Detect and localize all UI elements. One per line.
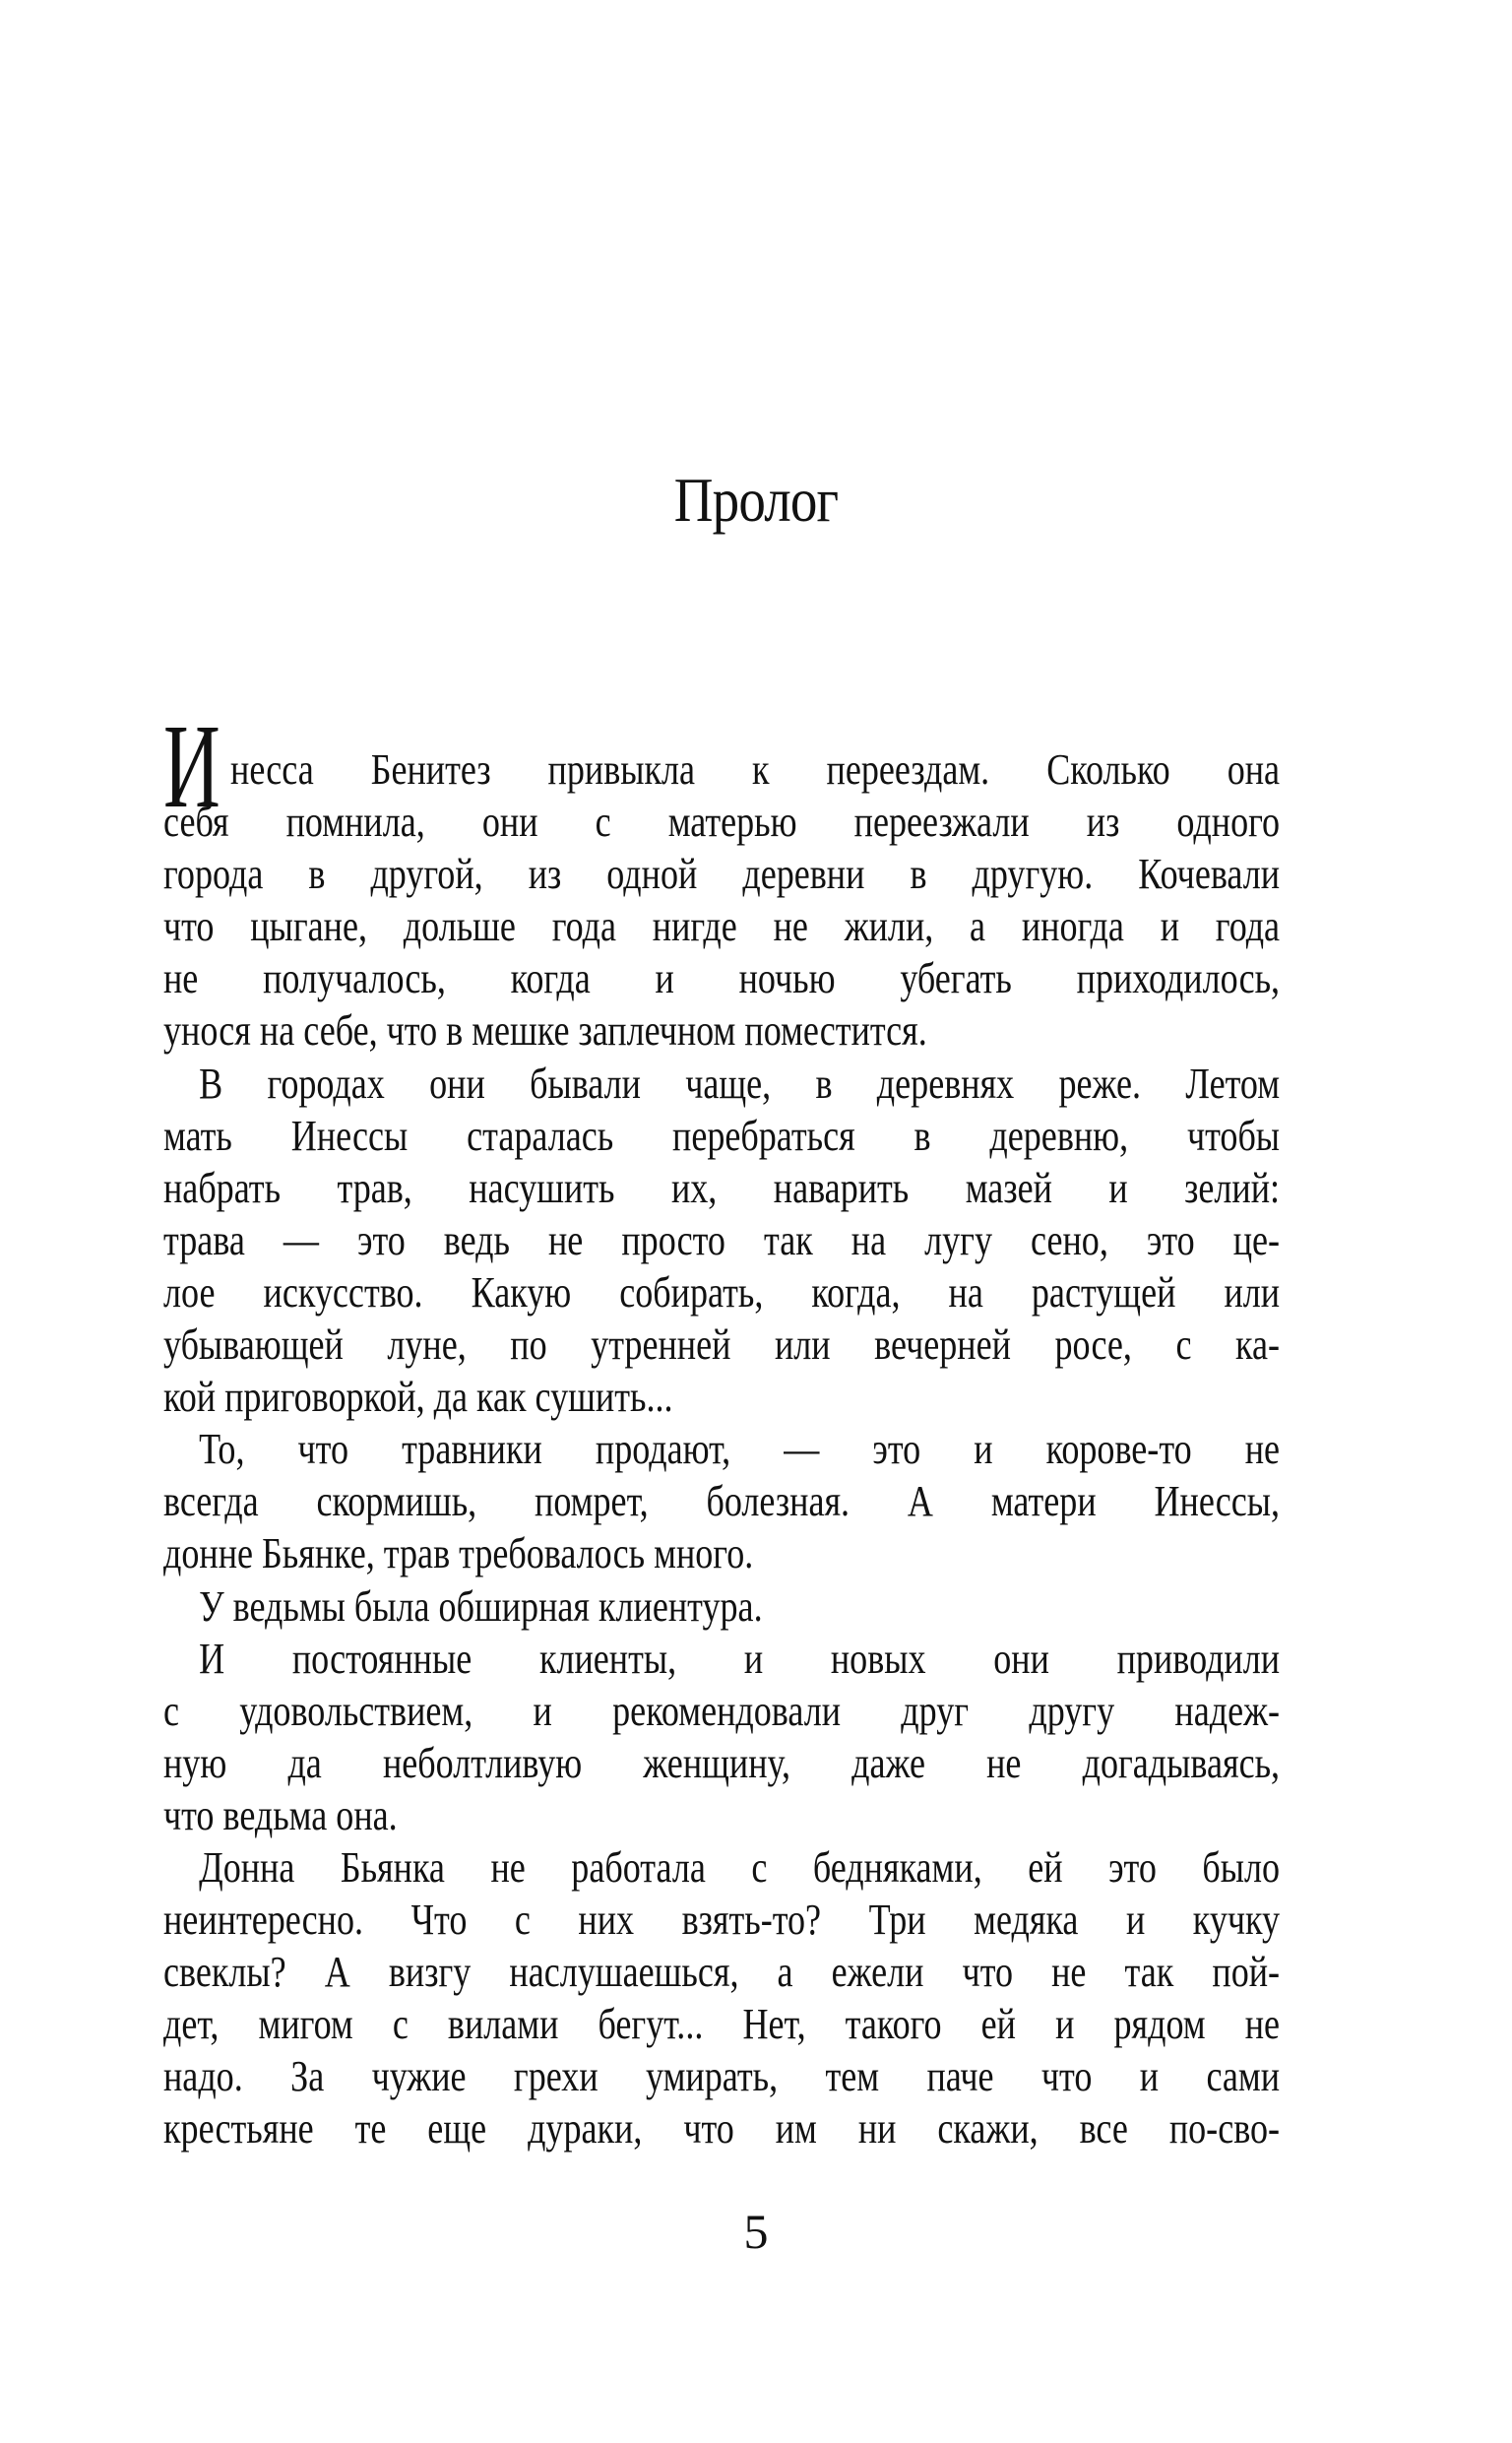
text-line bbox=[163, 1580, 1280, 1633]
chapter-title: Пролог bbox=[673, 465, 839, 535]
drop-cap: И bbox=[163, 700, 220, 833]
text-line bbox=[163, 1004, 1280, 1057]
text-line bbox=[163, 1841, 1280, 1894]
text-line bbox=[163, 1371, 1280, 1423]
line-text: несса Бенитез привыкла к переездам. Сколько она bbox=[230, 745, 1281, 794]
text-line bbox=[163, 848, 1280, 900]
text-line bbox=[163, 1894, 1280, 1946]
text-line bbox=[163, 1110, 1280, 1162]
text-line bbox=[163, 1058, 1280, 1110]
line-text: неинтересно. Что с них взять-то? Три медяка и кучку bbox=[163, 1896, 1281, 1945]
text-line bbox=[163, 1998, 1280, 2050]
line-text: мать Инессы старалась перебраться в деревню, чтобы bbox=[163, 1111, 1281, 1160]
line-text: У ведьмы была обширная клиентура. bbox=[199, 1581, 763, 1631]
page-number: 5 bbox=[743, 2204, 769, 2259]
text-line bbox=[163, 796, 1280, 848]
text-line bbox=[163, 1737, 1280, 1789]
line-text: всегда скормишь, помрет, болезная. А матери Инессы, bbox=[163, 1477, 1281, 1526]
body-text bbox=[163, 700, 1281, 2155]
line-text: что цыгане, дольше года нигде не жили, а иногда и года bbox=[163, 902, 1281, 951]
text-line bbox=[163, 1527, 1280, 1579]
line-text: набрать трав, насушить их, наварить мазей и зелий: bbox=[163, 1163, 1281, 1212]
line-text: с удовольствием, и рекомендовали друг другу надеж- bbox=[163, 1686, 1281, 1735]
text-line bbox=[163, 1946, 1280, 1998]
line-text: лое искусство. Какую собирать, когда, на растущей или bbox=[163, 1267, 1281, 1317]
line-text: крестьяне те еще дураки, что им ни скажи, все по-сво- bbox=[163, 2104, 1281, 2154]
text-line bbox=[163, 1789, 1280, 1841]
line-text: не получалось, когда и ночью убегать приходилось, bbox=[163, 954, 1281, 1003]
line-text: свеклы? А визгу наслушаешься, а ежели что не так пой- bbox=[163, 1948, 1281, 1997]
text-line bbox=[163, 1214, 1280, 1266]
text-line bbox=[163, 1633, 1280, 1685]
line-text: что ведьма она. bbox=[163, 1790, 398, 1839]
line-text: города в другой, из одной деревни в другую. Кочевали bbox=[163, 850, 1281, 899]
text-line bbox=[163, 1162, 1280, 1214]
text-line bbox=[163, 1475, 1280, 1527]
line-text: донне Бьянке, трав требовалось много. bbox=[163, 1529, 754, 1578]
text-line bbox=[163, 2102, 1280, 2154]
line-text: унося на себе, что в мешке заплечном поместится. bbox=[163, 1006, 927, 1056]
line-text: убывающей луне, по утренней или вечерней росе, с ка- bbox=[163, 1320, 1281, 1370]
line-text: надо. За чужие грехи умирать, тем паче что и сами bbox=[163, 2052, 1281, 2101]
line-text: кой приговоркой, да как сушить... bbox=[163, 1373, 673, 1422]
text-line bbox=[163, 1685, 1280, 1737]
text-line bbox=[163, 1266, 1280, 1318]
line-text: Донна Бьянка не работала с бедняками, ей это было bbox=[199, 1842, 1281, 1892]
text-line bbox=[163, 952, 1280, 1004]
line-text: И постоянные клиенты, и новых они приводили bbox=[199, 1634, 1281, 1683]
line-text: дет, мигом с вилами бегут... Нет, такого ей и рядом не bbox=[163, 2000, 1281, 2049]
text-line bbox=[163, 1318, 1280, 1371]
line-text: трава — это ведь не просто так на лугу сено, это це- bbox=[163, 1215, 1281, 1264]
line-text: То, что травники продают, — это и корове-то не bbox=[199, 1425, 1281, 1474]
text-line bbox=[163, 2050, 1280, 2102]
text-line bbox=[163, 900, 1280, 952]
line-text: себя помнила, они с матерью переезжали из одного bbox=[163, 798, 1281, 847]
text-line bbox=[163, 1423, 1280, 1475]
line-text: ную да неболтливую женщину, даже не догадываясь, bbox=[163, 1738, 1281, 1787]
line-text: В городах они бывали чаще, в деревнях реже. Летом bbox=[199, 1059, 1281, 1108]
text-block bbox=[163, 700, 1281, 2155]
